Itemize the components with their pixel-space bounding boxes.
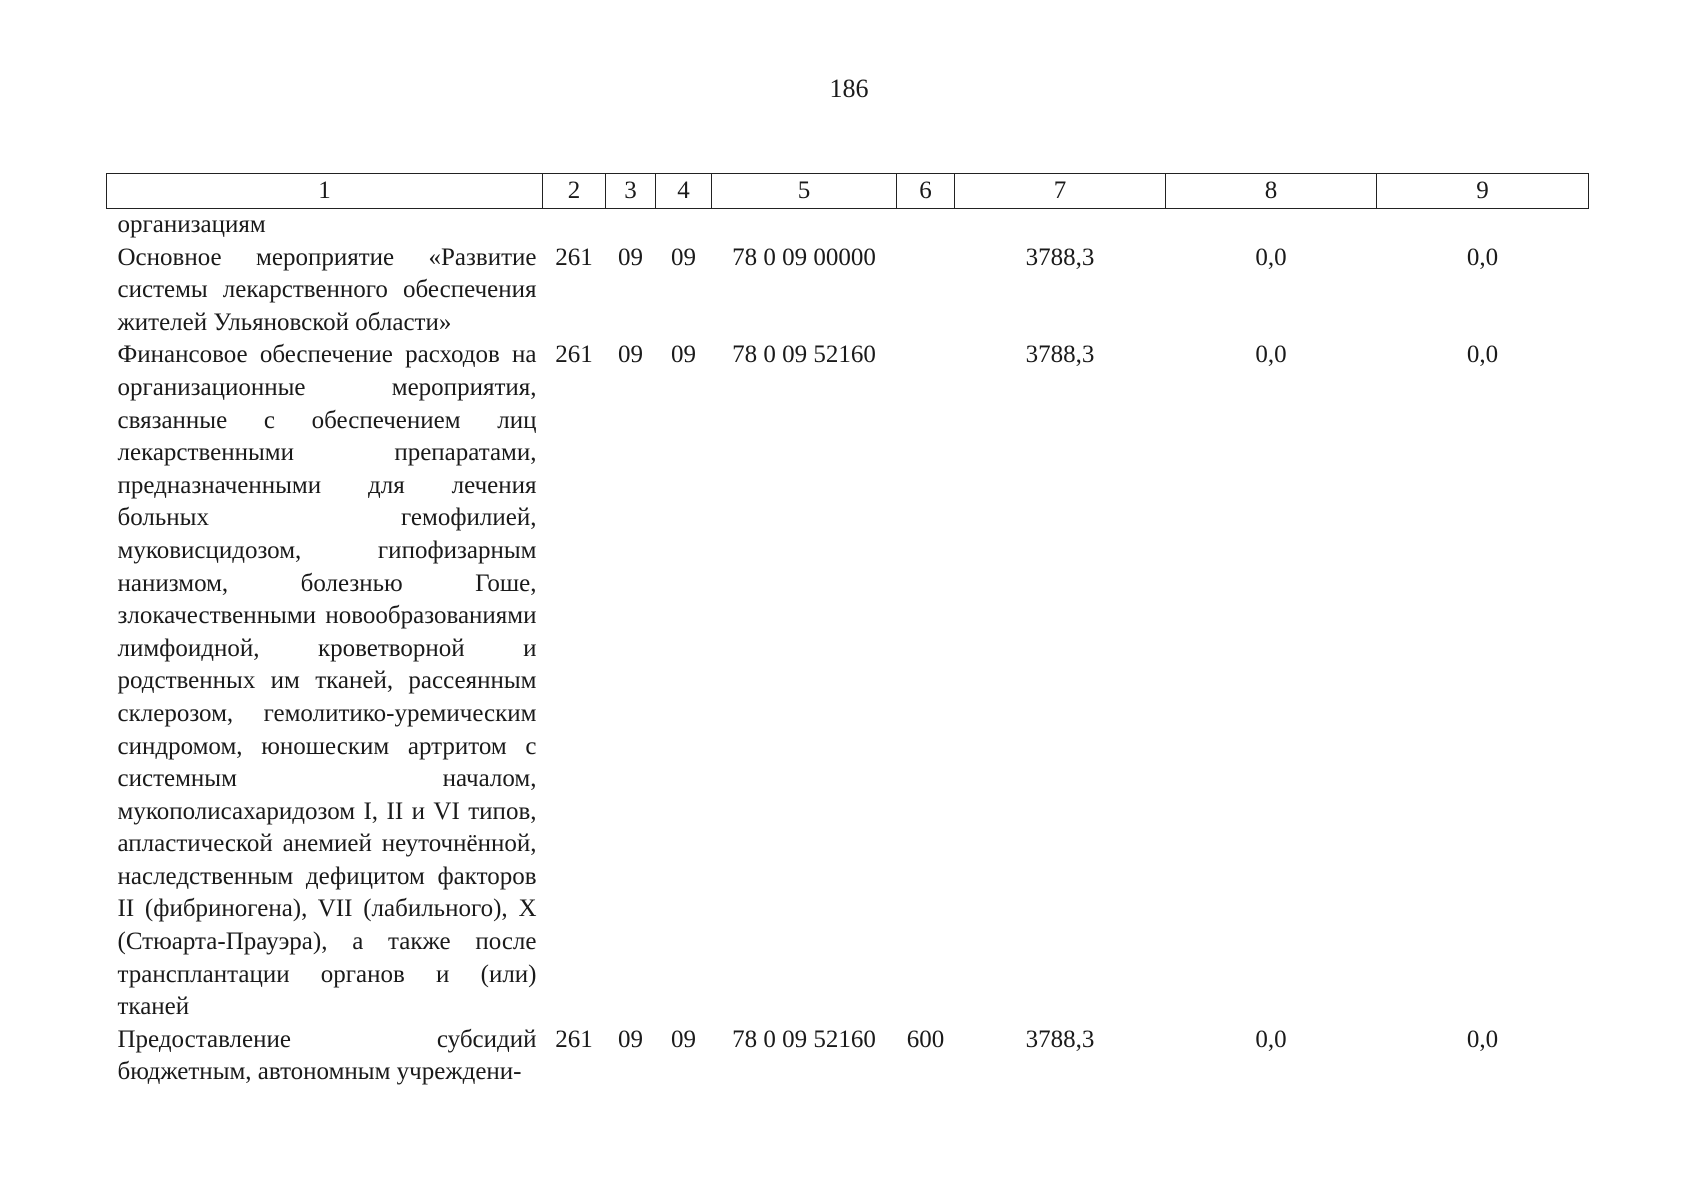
row-code-4: 09 [671,1025,696,1053]
header-row [107,174,1589,209]
row-description: Основное мероприятие «Развитие системы лекарственного обеспечения жителей Ульяновской области» [117,243,537,336]
table-row [107,242,1589,340]
row-amount-7: 3788,3 [1025,1025,1095,1053]
row-description: Предоставление субсидий бюджетным, автономным учреждени- [117,1025,537,1086]
row-code-6 [897,242,955,340]
row-amount-9: 0,0 [1466,341,1499,369]
row-code-5: 78 0 09 00000 [732,243,876,271]
row-code-2: 261 [555,341,593,369]
table-row [107,1024,1589,1089]
row-code-3: 09 [618,243,643,271]
row-code-4: 09 [671,341,696,369]
row-amount-7: 3788,3 [1025,243,1095,271]
row-amount-8: 0,0 [1255,341,1287,369]
row-code-2: 261 [555,1025,593,1053]
header-cell-8: 8 [1166,174,1377,209]
header-cell-3: 3 [606,174,656,209]
page-number: 186 [829,74,869,103]
row-code-2: 261 [555,243,593,271]
row-code-4: 09 [671,243,696,271]
budget-table [106,173,1589,1089]
continued-text-row [107,209,1589,242]
row-code-3: 09 [618,1025,643,1053]
row-amount-9: 0,0 [1466,1025,1499,1053]
row-amount-7: 3788,3 [1025,341,1095,369]
header-cell-7: 7 [955,174,1166,209]
row-amount-8: 0,0 [1255,243,1287,271]
header-cell-2: 2 [543,174,606,209]
row-code-5: 78 0 09 52160 [732,341,876,369]
row-amount-9: 0,0 [1466,243,1499,271]
continued-text: организациям [117,211,266,238]
row-code-6 [897,339,955,1023]
header-cell-4: 4 [656,174,712,209]
row-code-5: 78 0 09 52160 [732,1025,876,1053]
header-cell-9: 9 [1377,174,1589,209]
row-code-3: 09 [618,341,643,369]
header-cell-5: 5 [712,174,897,209]
row-amount-8: 0,0 [1255,1025,1287,1053]
header-cell-6: 6 [897,174,955,209]
table-row [107,339,1589,1023]
row-code-6: 600 [906,1025,945,1053]
header-cell-1: 1 [107,174,543,209]
row-description: Финансовое обеспечение расходов на организационные мероприятия, связанные с обеспечением лиц лекарственными препаратами, предназначенными для лечения больных гемофилией, муковисцидозом, гипофизарным нанизмом, болезнью Гоше, злокачественными новообразованиями лимфоидной, кроветворной и родственных им тканей, рассеянным склерозом, гемолитико-уремическим синдромом, юношеским артритом с системным началом, мукополисахаридозом I, II и VI типов, апластической анемией неуточнённой, наследственным дефицитом факторов II (фибриногена), VII (лабильного), X (Стюарта-Прауэра), а также после трансплантации органов и (или) тканей [117,341,537,1021]
